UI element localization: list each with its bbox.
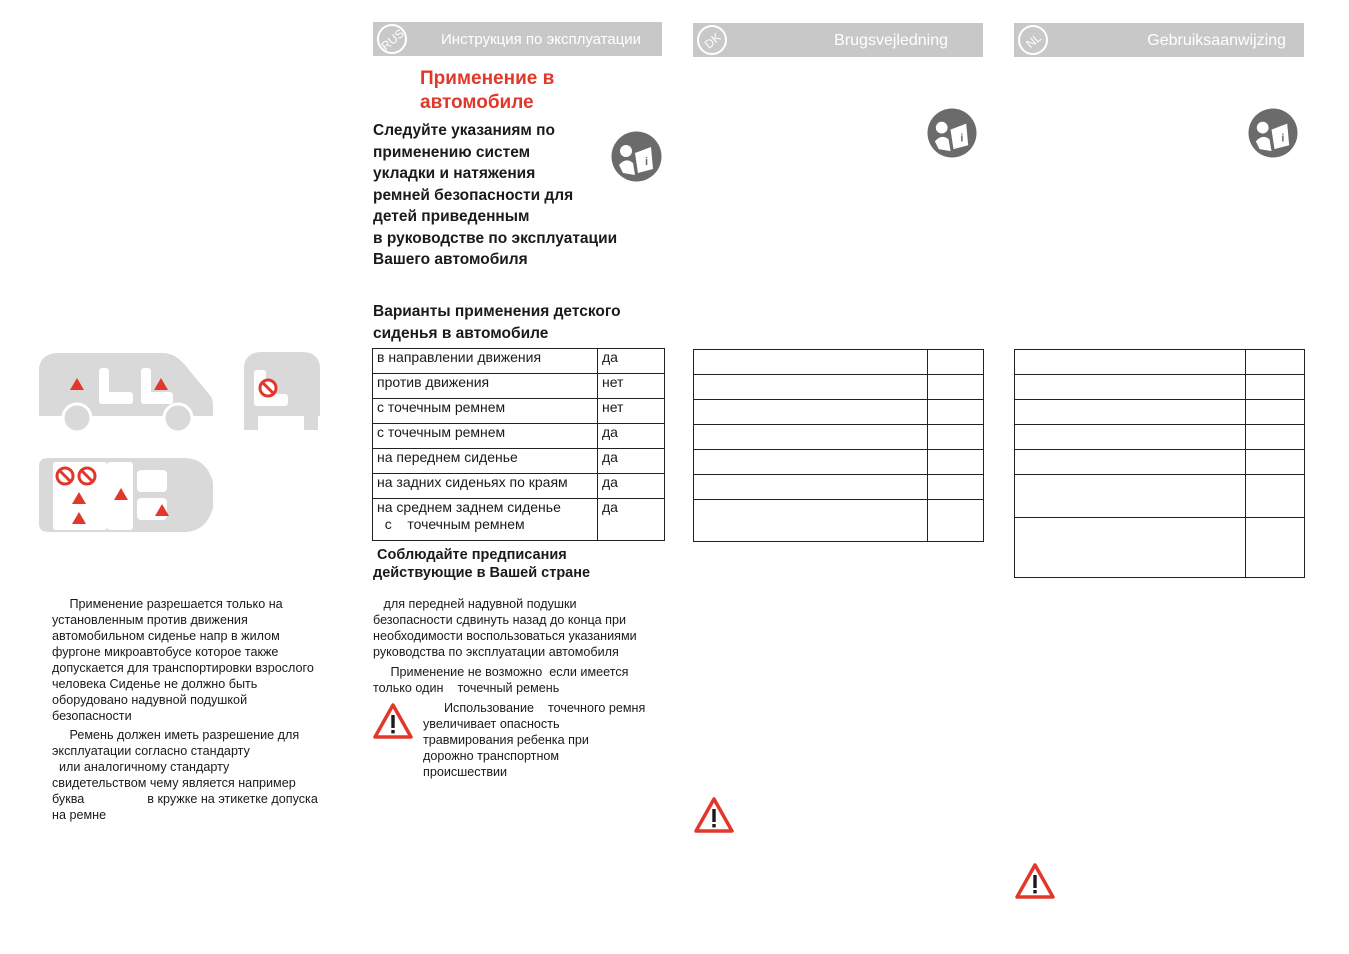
- svg-text:NL: NL: [1023, 30, 1045, 52]
- header-title-dk: Brugsvejledning: [834, 32, 948, 49]
- car-side-view-icon: [37, 350, 215, 432]
- follow-instructions-text: Следуйте указаниям по применению систем укладки и натяжения ремней безопасности для детей приведенным в руководстве по эксплуатации Вашего автомобиля: [373, 122, 618, 268]
- warning-triangle-icon: [694, 797, 734, 833]
- warning-triangle-icon: [1015, 863, 1055, 899]
- regulations-note: Соблюдайте предписания действующие в Вашей стране: [373, 547, 591, 581]
- table-row: на переднем сиденье да: [373, 449, 665, 474]
- svg-text:i: i: [645, 156, 649, 168]
- table-row: в направлении движения да: [373, 349, 665, 374]
- car-top-view-icon: [37, 456, 215, 534]
- header-title-rus: Инструкция по эксплуатации: [441, 31, 642, 48]
- header-dk: [693, 23, 983, 57]
- table-row: [1015, 425, 1305, 450]
- table-row: с точечным ремнем нет: [373, 399, 665, 424]
- table-row: [694, 500, 984, 542]
- table-row: на задних сиденьях по краям да: [373, 474, 665, 499]
- header-rus: [373, 22, 662, 56]
- car-rear-view-icon: [240, 350, 322, 432]
- table-row: [1015, 375, 1305, 400]
- table-row: [1015, 400, 1305, 425]
- manual-reading-icon: [1248, 108, 1298, 158]
- header-nl: [1014, 23, 1304, 57]
- table-row: [694, 400, 984, 425]
- language-badge-nl: [1016, 23, 1050, 57]
- table-row: [694, 475, 984, 500]
- usage-options-table: [372, 348, 665, 541]
- table-row: против движения нет: [373, 374, 665, 399]
- svg-text:i: i: [960, 132, 964, 145]
- language-badge-rus: [375, 22, 409, 56]
- svg-text:DK: DK: [701, 30, 724, 52]
- table-row: с точечным ремнем да: [373, 424, 665, 449]
- table-row: [694, 425, 984, 450]
- header-title-nl: Gebruiksaanwijzing: [1147, 32, 1286, 49]
- belt-approval-text: Ремень должен иметь разрешение для эксплуатации согласно стандарту или аналогичному стандарту свидетельством чему является например буква в кружке на этикетке допуска на ремне: [52, 728, 318, 822]
- table-row: [1015, 350, 1305, 375]
- table-row: [694, 450, 984, 475]
- warning-triangle-icon: [373, 703, 413, 739]
- table-row: [1015, 450, 1305, 475]
- variants-heading: Варианты применения детского сиденья в автомобиле: [373, 303, 621, 342]
- usage-permission-text: Применение разрешается только на установленным против движения автомобильном сиденье напр в жилом фургоне микроавтобусе которое также допускается для транспортировки взрослого человека Сиденье не должно быть оборудовано надувной подушкой безопасности: [52, 597, 314, 723]
- usage-options-table-nl: [1014, 349, 1305, 578]
- language-badge-dk: [695, 23, 729, 57]
- single-belt-note: Применение не возможно если имеется только один точечный ремень: [373, 665, 629, 695]
- table-row: на среднем заднем сиденье с точечным ремнем да: [373, 499, 665, 541]
- table-row: [1015, 518, 1305, 578]
- manual-reading-icon: [927, 108, 977, 158]
- section-title: Применение в автомобиле: [420, 68, 555, 113]
- usage-options-table-dk: [693, 349, 984, 542]
- table-row: [1015, 475, 1305, 518]
- table-row: [694, 375, 984, 400]
- svg-text:i: i: [1281, 132, 1285, 145]
- svg-text:RUS: RUS: [378, 26, 407, 54]
- manual-reading-icon: [611, 131, 662, 182]
- table-row: [694, 350, 984, 375]
- airbag-instruction: для передней надувной подушки безопасности сдвинуть назад до конца при необходимости воспользоваться указаниями руководства по эксплуатации автомобиля: [373, 597, 637, 659]
- warning-text: Использование точечного ремня увеличивает опасность травмирования ребенка при дорожно транспортном происшествии: [423, 701, 646, 779]
